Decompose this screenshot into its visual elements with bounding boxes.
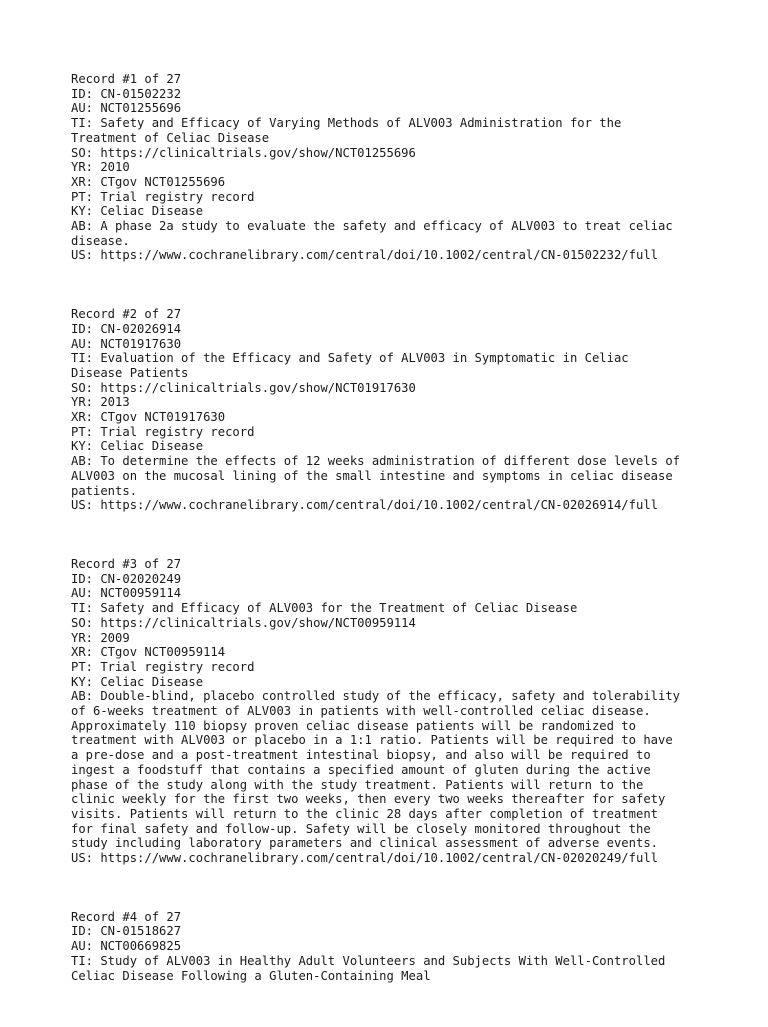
record-field-line: Approximately 110 biopsy proven celiac disease patients will be randomized to	[71, 718, 636, 733]
record-field-line: for final safety and follow-up. Safety will be closely monitored throughout the	[71, 821, 651, 836]
record-block	[71, 307, 751, 513]
record-field-line: YR: 2009	[71, 630, 130, 645]
record-field-line: XR: CTgov NCT00959114	[71, 645, 226, 660]
record-header: Record #4 of 27	[71, 909, 182, 924]
record-field-line: AB: Double-blind, placebo controlled study of the efficacy, safety and tolerability	[71, 689, 681, 704]
record-field-line: AB: To determine the effects of 12 weeks administration of different dose levels of	[71, 454, 681, 469]
record-header: Record #3 of 27	[71, 556, 182, 571]
record-field-line: clinic weekly for the first two weeks, then every two weeks thereafter for safety	[71, 792, 666, 807]
record-field-line: Treatment of Celiac Disease	[71, 130, 270, 145]
record-field-line: SO: https://clinicaltrials.gov/show/NCT01917630	[71, 380, 416, 395]
record-field-line: treatment with ALV003 or placebo in a 1:1 ratio. Patients will be required to have	[71, 733, 673, 748]
record-field-line: ID: CN-01518627	[71, 924, 182, 939]
record-field-line: disease.	[71, 233, 130, 248]
record-field-line: AU: NCT01255696	[71, 101, 182, 116]
record-field-line: AU: NCT01917630	[71, 336, 182, 351]
record-field-line: US: https://www.cochranelibrary.com/central/doi/10.1002/central/CN-02026914/full	[71, 498, 658, 513]
record-field-line: PT: Trial registry record	[71, 659, 255, 674]
record-field-line: TI: Safety and Efficacy of Varying Methods of ALV003 Administration for the	[71, 116, 622, 131]
record-block	[71, 557, 751, 866]
record-field-line: KY: Celiac Disease	[71, 674, 204, 689]
record-field-line: KY: Celiac Disease	[71, 439, 204, 454]
record-field-line: AU: NCT00959114	[71, 586, 182, 601]
record-field-line: PT: Trial registry record	[71, 424, 255, 439]
record-field-line: YR: 2010	[71, 160, 130, 175]
record-field-line: phase of the study along with the study treatment. Patients will return to the	[71, 777, 644, 792]
record-field-line: visits. Patients will return to the clinic 28 days after completion of treatment	[71, 806, 658, 821]
record-field-line: YR: 2013	[71, 395, 130, 410]
record-field-line: ID: CN-02026914	[71, 321, 182, 336]
record-header: Record #2 of 27	[71, 307, 182, 322]
record-field-line: US: https://www.cochranelibrary.com/central/doi/10.1002/central/CN-02020249/full	[71, 851, 658, 866]
record-field-line: AB: A phase 2a study to evaluate the safety and efficacy of ALV003 to treat celiac	[71, 219, 673, 234]
record-field-line: study including laboratory parameters and clinical assessment of adverse events.	[71, 836, 658, 851]
record-field-line: ALV003 on the mucosal lining of the small intestine and symptoms in celiac disease	[71, 468, 673, 483]
record-field-line: Disease Patients	[71, 365, 189, 380]
record-field-line: SO: https://clinicaltrials.gov/show/NCT01255696	[71, 145, 416, 160]
record-field-line: PT: Trial registry record	[71, 189, 255, 204]
record-field-line: a pre-dose and a post-treatment intestinal biopsy, and also will be required to	[71, 748, 651, 763]
record-field-line: TI: Safety and Efficacy of ALV003 for the Treatment of Celiac Disease	[71, 601, 578, 616]
record-block	[71, 910, 751, 984]
record-field-line: SO: https://clinicaltrials.gov/show/NCT00959114	[71, 615, 416, 630]
record-field-line: KY: Celiac Disease	[71, 204, 204, 219]
record-field-line: patients.	[71, 483, 138, 498]
record-field-line: XR: CTgov NCT01255696	[71, 174, 226, 189]
record-field-line: ingest a foodstuff that contains a specified amount of gluten during the active	[71, 762, 651, 777]
record-field-line: Celiac Disease Following a Gluten-Containing Meal	[71, 968, 431, 983]
record-field-line: TI: Evaluation of the Efficacy and Safety of ALV003 in Symptomatic in Celiac	[71, 351, 629, 366]
record-field-line: of 6-weeks treatment of ALV003 in patients with well-controlled celiac disease.	[71, 704, 651, 719]
record-field-line: US: https://www.cochranelibrary.com/central/doi/10.1002/central/CN-01502232/full	[71, 248, 658, 263]
document-page	[71, 72, 751, 1027]
record-field-line: XR: CTgov NCT01917630	[71, 410, 226, 425]
record-header: Record #1 of 27	[71, 72, 182, 86]
record-block	[71, 72, 751, 263]
record-field-line: ID: CN-02020249	[71, 571, 182, 586]
record-field-line: ID: CN-01502232	[71, 86, 182, 101]
record-field-line: TI: Study of ALV003 in Healthy Adult Volunteers and Subjects With Well-Controlled	[71, 953, 666, 968]
record-field-line: AU: NCT00669825	[71, 939, 182, 954]
